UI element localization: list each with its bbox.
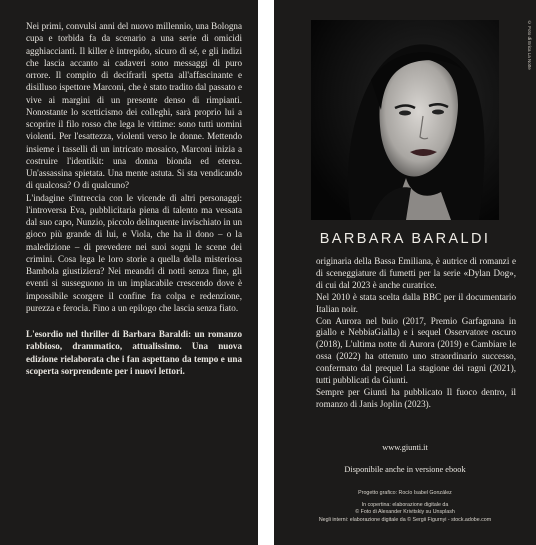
credit-inside: Negli interni: elaborazione digitale da © Sergii Figurnyi - stock.adobe.com [318,516,492,523]
synopsis [26,20,242,377]
author-bio [316,256,516,411]
bio-paragraph-2: Nel 2010 è stata scelta dalla BBC per il documentario Italian noir. [316,291,516,314]
synopsis-paragraph-1: Nei primi, convulsi anni del nuovo millennio, una Bologna cupa e torbida fa da scenario a una serie di omicidi agghiaccianti. Il killer è intrepido, sicuro di sé, e gli indizi che lascia accanto ai cadaveri sono messaggi di puro orrore. Il compito di decifrarli spetta all'affascinante e disilluso ispettore Marconi, che è stato tradito dal passato e vive ai margini di un presente denso di rimpianti. Nonostante lo scetticismo dei colleghi, sarà proprio lui a scoprire il filo rosso che lega le vittime: sono tutti uomini violenti. Per l'esattezza, violenti verso le donne. Mettendo insieme i tasselli di un intricato mosaico, Marconi inizia a costruire l'identikit: una donna bionda ed eterea. Un'assassina spietata. Una mente astuta. Si sta vendicando di qualcosa? O di qualcuno? [26,21,242,191]
credit-design: Progetto grafico: Rocío Isabel González [358,490,452,496]
back-flap-right [274,0,536,545]
back-flap-left [0,0,258,545]
photo-credit: © Foto di Erica La Notte [527,20,532,70]
synopsis-tagline: L'esordio nel thriller di Barbara Baraldi: un romanzo rabbioso, drammatico, attualissimo. Una nuova edizione rielaborata che i fan aspettano da tempo e una scoperta sorprendente per i nuovi lettori. [26,329,242,376]
synopsis-paragraph-2: L'indagine s'intreccia con le vicende di altri personaggi: l'introversa Eva, pubblicitaria piena di talento ma vessata dal suo capo, Nunzio, piccolo delinquente invischiato in un gioco più grande di lui, e Viola, che ha il dono – o la maledizione – di prevedere nei suoi sogni le scene dei crimini. Cosa lega le loro storie a quella della misteriosa Bambola giustiziera? Nei meandri di notti senza fine, gli eventi si susseguono in un implacabile crescendo dove è impossibile scorgere il confine fra colpa e redenzione, purezza e ferocia. Fino a un epilogo che lascia senza fiato. [26,192,242,313]
author-photo [311,20,499,220]
author-portrait-image [311,20,499,220]
credit-cover-line-1: In copertina: elaborazione digitale da [361,502,449,509]
design-credits [274,490,536,524]
bio-paragraph-1: originaria della Bassa Emiliana, è autrice di romanzi e di sceneggiature di fumetti per la serie «Dylan Dog», di cui dal 2023 è anche curatrice. [316,256,516,290]
ebook-availability: Disponibile anche in versione ebook [344,465,466,474]
bio-paragraph-4: Sempre per Giunti ha pubblicato Il fuoco dentro, il romanzo di Janis Joplin (2023). [316,386,516,409]
author-name: BARBARA BARALDI [319,231,491,247]
publisher-website: www.giunti.it [382,443,428,452]
credit-cover-line-2: © Foto di Alexander Krivitskiy su Unsplash [355,509,455,516]
bio-paragraph-3: Con Aurora nel buio (2017, Premio Garfagnana in giallo e NebbiaGialla) e i sequel Osservatore oscuro (2018), L'ultima notte di Aurora (2019) e Cambiare le ossa (2022) ha ottenuto uno straordinario successo, confermato dal prequel La stagione dei ragni (2021), tutti pubblicati da Giunti. [316,315,516,386]
